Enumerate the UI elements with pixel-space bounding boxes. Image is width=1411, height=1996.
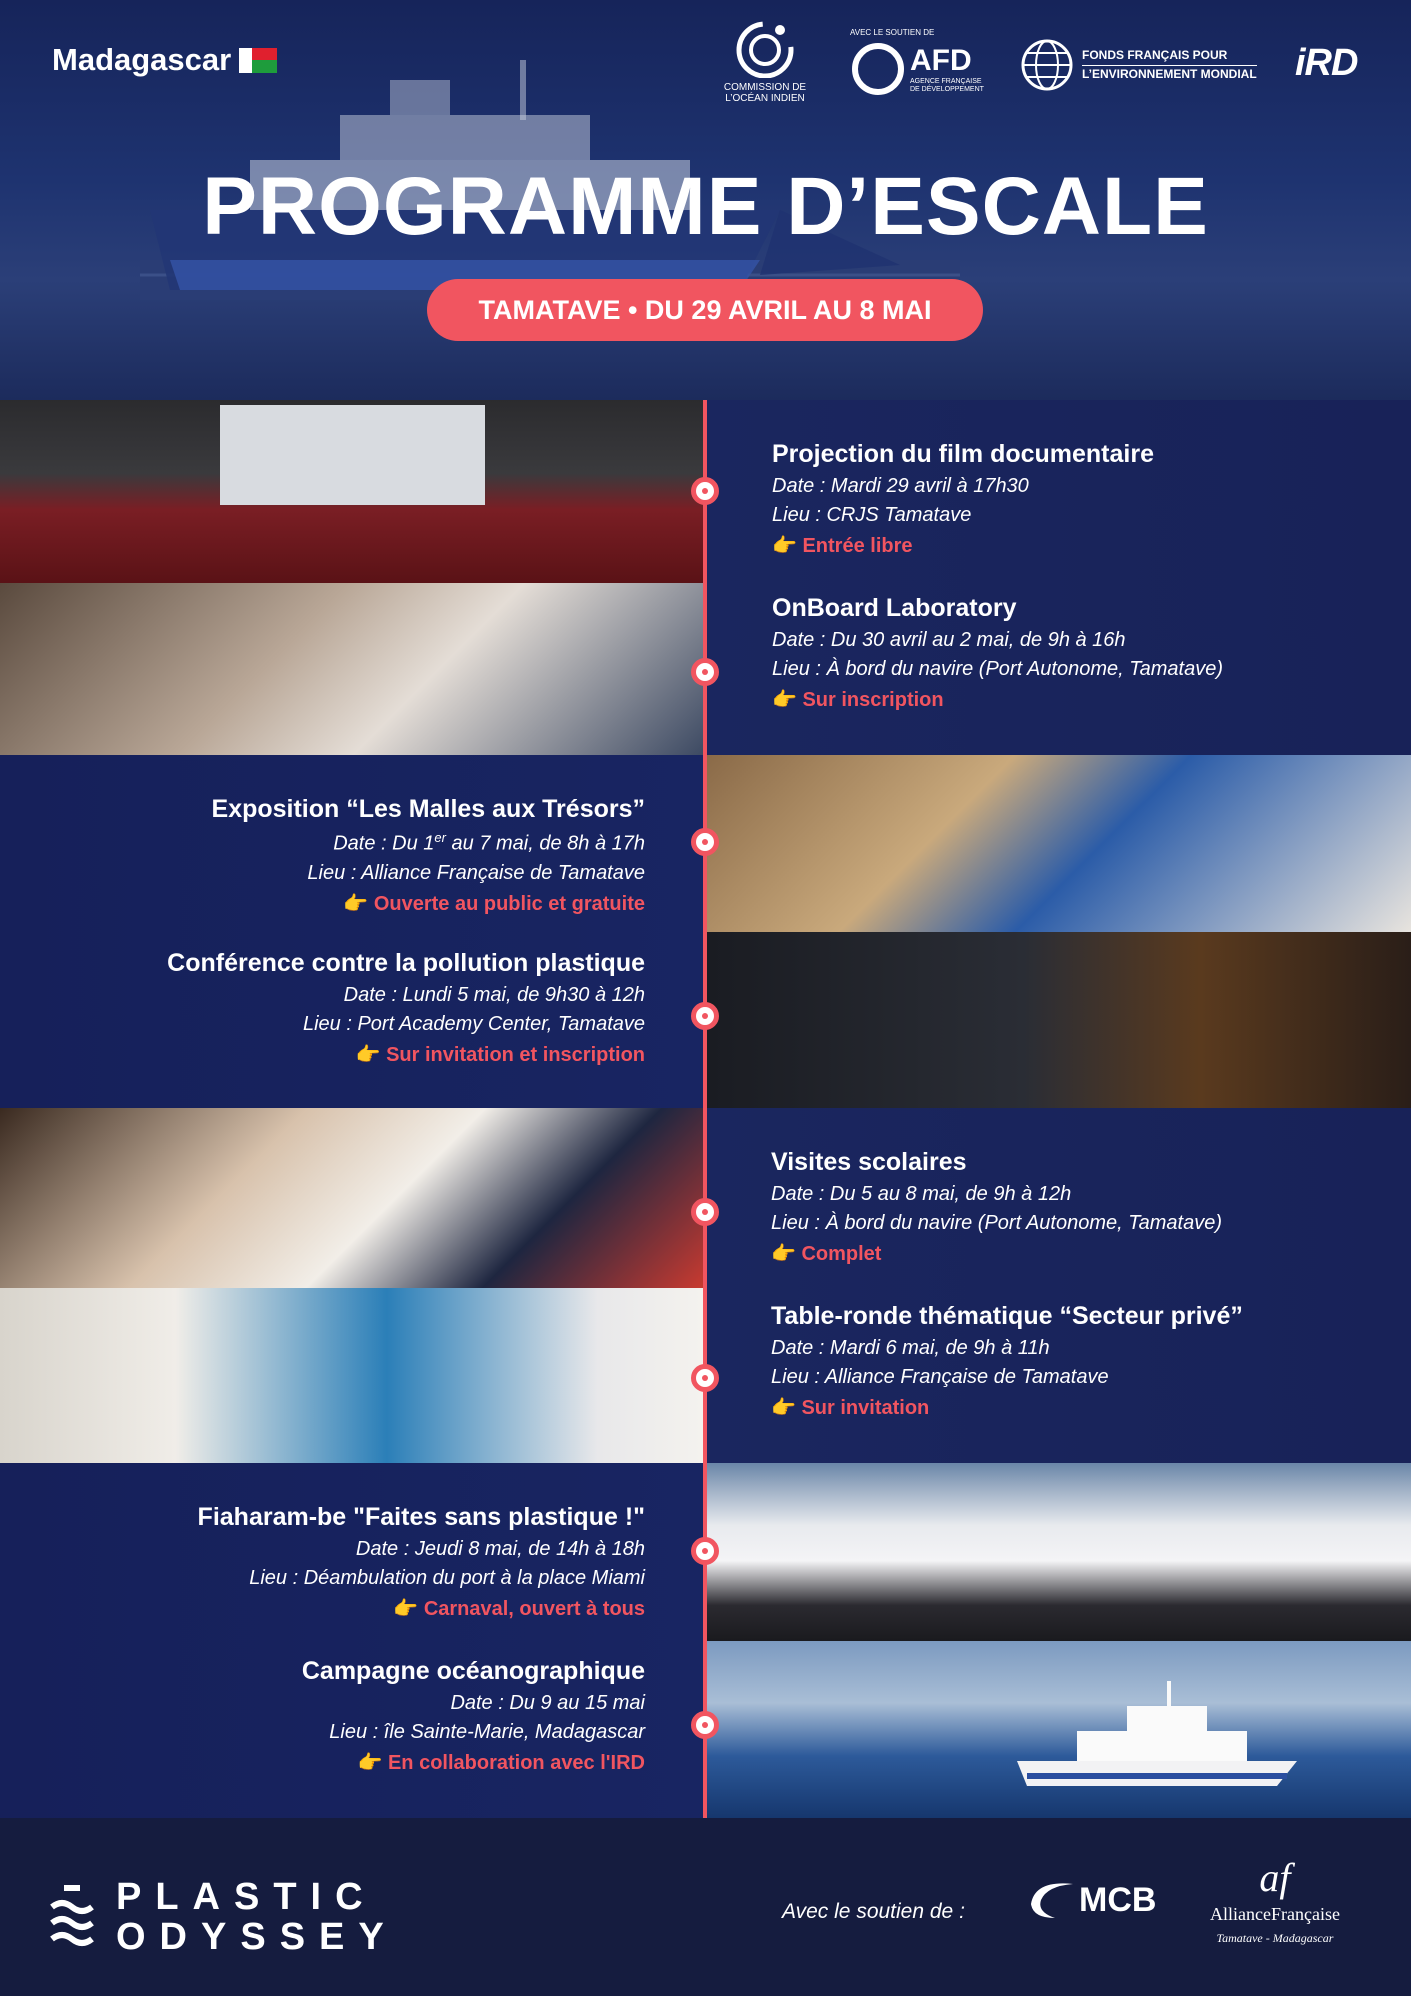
event-tag-text: Sur inscription — [802, 689, 944, 711]
waves-icon — [50, 1885, 94, 1951]
event-title: Visites scolaires — [771, 1148, 967, 1176]
event-date: Date : Du 30 avril au 2 mai, de 9h à 16h — [772, 629, 1126, 651]
af-mark: af — [1259, 1855, 1291, 1900]
pointing-hand-icon: 👉 — [771, 1397, 796, 1419]
event-tag-text: Sur invitation — [801, 1397, 930, 1419]
event-tag — [40, 1596, 645, 1621]
event-tag — [40, 1750, 645, 1775]
coi-line1: COMMISSION DE — [723, 81, 807, 93]
pointing-hand-icon: 👉 — [772, 535, 797, 557]
timeline-dot — [691, 477, 719, 505]
afd-logo — [850, 28, 1000, 97]
event-place: Lieu : île Sainte-Marie, Madagascar — [329, 1721, 645, 1743]
afd-top-text: AVEC LE SOUTIEN DE — [850, 28, 935, 37]
round-table-photo — [0, 1288, 703, 1463]
timeline-dot — [691, 1002, 719, 1030]
timeline-dot — [691, 1198, 719, 1226]
exhibition-photo — [707, 755, 1411, 932]
event-tag-text: En collaboration avec l'IRD — [387, 1752, 645, 1774]
event-title: Conférence contre la pollution plastique — [167, 949, 645, 977]
event-title: Exposition “Les Malles aux Trésors” — [211, 795, 645, 823]
timeline-dot — [691, 658, 719, 686]
event-5 — [771, 1148, 1391, 1266]
afd-line1: AGENCE FRANÇAISE — [910, 78, 982, 86]
event-date: Date : Du 9 au 15 mai — [450, 1692, 645, 1714]
timeline-dot — [691, 828, 719, 856]
event-6 — [771, 1302, 1391, 1420]
event-2 — [772, 594, 1392, 712]
event-date-end: au 7 mai, de 8h à 17h — [445, 832, 645, 855]
ffem-logo — [1020, 38, 1260, 92]
timeline-dot — [691, 1711, 719, 1739]
ffem-line1: FONDS FRANÇAIS POUR — [1082, 49, 1257, 66]
event-date: Date : Du 5 au 8 mai, de 9h à 12h — [771, 1183, 1072, 1205]
ffem-line2: L’ENVIRONNEMENT MONDIAL — [1082, 66, 1257, 81]
event-tag — [771, 1241, 1391, 1266]
carnival-ship-photo — [707, 1463, 1411, 1641]
event-date — [40, 830, 645, 856]
country-name: Madagascar — [52, 42, 232, 77]
event-title: Campagne océanographique — [301, 1657, 645, 1685]
conference-photo — [707, 932, 1411, 1108]
event-place: Lieu : Port Academy Center, Tamatave — [302, 1013, 645, 1035]
coi-emblem-icon — [735, 20, 795, 78]
research-ship-icon — [1017, 1681, 1317, 1791]
timeline-dot — [691, 1364, 719, 1392]
event-tag-text: Complet — [801, 1243, 882, 1265]
af-city: Tamatave - Madagascar — [1216, 1931, 1334, 1945]
event-date: Date : Mardi 29 avril à 17h30 — [772, 475, 1029, 497]
mcb-text: MCB — [1079, 1880, 1157, 1919]
event-place: Lieu : À bord du navire (Port Autonome, Tamatave) — [771, 1212, 1222, 1234]
dates-badge — [427, 279, 983, 341]
event-tag-text: Ouverte au public et gratuite — [373, 892, 645, 915]
event-tag — [40, 1042, 645, 1067]
footer — [0, 1818, 1411, 1996]
dates-text: TAMATAVE • DU 29 AVRIL AU 8 MAI — [478, 294, 932, 325]
event-tag — [40, 891, 645, 916]
timeline-dot — [691, 1537, 719, 1565]
event-date: Date : Jeudi 8 mai, de 14h à 18h — [355, 1538, 645, 1560]
event-date: Date : Mardi 6 mai, de 9h à 11h — [771, 1337, 1050, 1359]
pointing-hand-icon: 👉 — [771, 1243, 796, 1265]
globe-icon — [1020, 38, 1074, 92]
event-date: Date : Lundi 5 mai, de 9h30 à 12h — [343, 984, 645, 1006]
odyssey-text: ODYSSEY — [116, 1915, 398, 1958]
event-place: Lieu : Déambulation du port à la place Miami — [249, 1567, 645, 1589]
laboratory-photo — [0, 583, 703, 755]
ird-logo: iRD — [1295, 42, 1358, 84]
pointing-hand-icon: 👉 — [393, 1598, 419, 1620]
madagascar-flag-icon — [239, 48, 277, 73]
pointing-hand-icon: 👉 — [357, 1752, 383, 1774]
support-label: Avec le soutien de : — [782, 1900, 965, 1923]
event-tag-text: Sur invitation et inscription — [386, 1044, 645, 1066]
event-8 — [40, 1657, 645, 1775]
mcb-logo — [1025, 1878, 1156, 1922]
event-1 — [772, 440, 1372, 558]
coi-line2: L’OCÉAN INDIEN — [725, 93, 805, 104]
event-title: Fiaharam-be "Faites sans plastique !" — [197, 1503, 645, 1531]
event-place: Lieu : Alliance Française de Tamatave — [307, 861, 645, 884]
alliance-francaise-logo — [1210, 1855, 1340, 1946]
event-3 — [40, 795, 645, 916]
plastic-text: PLASTIC — [116, 1876, 377, 1918]
country-label — [52, 42, 277, 78]
event-place: Lieu : À bord du navire (Port Autonome, Tamatave) — [772, 658, 1223, 680]
coi-logo — [705, 20, 825, 105]
pointing-hand-icon: 👉 — [355, 1044, 381, 1066]
event-place: Lieu : CRJS Tamatave — [772, 504, 972, 526]
plastic-odyssey-logo — [50, 1878, 398, 1958]
event-tag — [772, 687, 1392, 712]
header — [0, 0, 1411, 400]
afd-ring-icon — [850, 41, 906, 97]
timeline-line — [703, 400, 707, 1818]
event-title: OnBoard Laboratory — [772, 594, 1017, 622]
event-date-ordinal: er — [434, 830, 446, 845]
pointing-hand-icon: 👉 — [343, 892, 369, 915]
event-title: Projection du film documentaire — [772, 440, 1154, 468]
cinema-photo — [0, 400, 703, 583]
pointing-hand-icon: 👉 — [772, 689, 797, 711]
oceanographic-ship-photo — [707, 1641, 1411, 1818]
event-tag-text: Entrée libre — [802, 535, 913, 557]
event-4 — [40, 949, 645, 1067]
event-7 — [40, 1503, 645, 1621]
afd-name: AFD — [910, 43, 972, 77]
page-title: PROGRAMME D’ESCALE — [202, 161, 1209, 252]
event-tag — [771, 1395, 1391, 1420]
event-tag — [772, 533, 1372, 558]
mcb-swoosh-icon — [1025, 1878, 1075, 1922]
event-date-start: Date : Du 1 — [333, 832, 435, 855]
afd-line2: DE DÉVELOPPEMENT — [910, 86, 984, 94]
event-place: Lieu : Alliance Française de Tamatave — [771, 1366, 1109, 1388]
school-visit-photo — [0, 1108, 703, 1288]
af-name: AllianceFrançaise — [1210, 1904, 1340, 1924]
event-tag-text: Carnaval, ouvert à tous — [423, 1598, 645, 1620]
event-title: Table-ronde thématique “Secteur privé” — [771, 1302, 1243, 1330]
